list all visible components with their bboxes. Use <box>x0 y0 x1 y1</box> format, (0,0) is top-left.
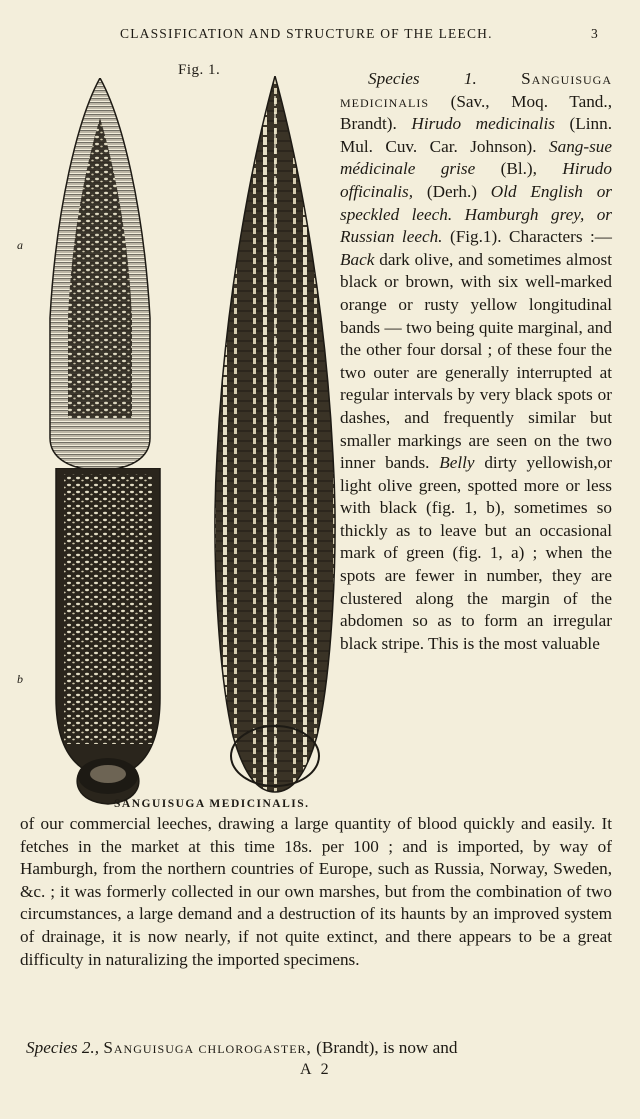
synonym-2-authority: (Bl.), <box>500 159 537 179</box>
signature-mark: A 2 <box>300 1061 332 1078</box>
figure-label: Fig. 1. <box>178 62 221 78</box>
running-head-title: CLASSIFICATION AND STRUCTURE OF THE LEECH. <box>120 26 493 41</box>
species-2-heading: Species 2., <box>26 1038 100 1057</box>
figure-1 <box>0 58 340 818</box>
figure-key-b: b <box>17 672 23 686</box>
belly-label: Belly <box>439 453 475 473</box>
figure-reference: (Fig.1). <box>449 227 502 247</box>
figure-key-a: a <box>17 238 23 252</box>
species-1-paragraph <box>340 68 612 655</box>
species-2-species: chlorogaster, <box>198 1038 312 1057</box>
synonym-1-authority: (Linn. Mul. Cuv. Car. Johnson). <box>340 114 613 156</box>
synonym-1-name: Hirudo medicinalis <box>411 114 555 134</box>
back-label: Back <box>340 249 375 269</box>
species-1-authorities: (Sav., Moq. Tand., Brandt). <box>340 91 612 134</box>
species-1-heading: Species 1. <box>368 69 477 88</box>
species-2-tail: (Brandt), is now and <box>316 1038 458 1057</box>
species-1-continuation: of our commercial leeches, drawing a large quantity of blood quickly and easily. It fetches in the market at this time 18s. per 100 ; and is imported, by way of Hamburgh, from the northern countries of Europe, such as Russia, Norway, Sweden, &c. ; it was formerly collected in our own marshes, but from the combination of two circumstances, a large demand and a destruction of its haunts by an improved system of drainage, it is now nearly, if not quite extinct, and there appears to be a great difficulty in naturalizing the imported specimens. <box>20 814 612 969</box>
leech-illustration-a <box>40 78 160 473</box>
full-width-text <box>20 813 612 971</box>
species-1-species: medicinalis <box>340 91 429 111</box>
characters-intro: Characters :— <box>509 227 612 247</box>
back-description: dark olive, and sometimes almost black or brown, with six well-marked orange or rusty yellow longitudinal bands — two being quite marginal, and the other four dorsal ; of these four the two outer are generally interrupted at regular intervals by very black spots or dashes, and frequently similar but smaller markings are seen on the two inner bands. <box>340 249 612 473</box>
leech-illustration-back <box>205 76 345 796</box>
synonym-3-name: Hirudo officinalis, <box>340 159 612 201</box>
belly-description: dirty yellowish,or light olive green, spotted more or less with black (fig. 1, b), sometimes so thickly as to leave but an occasional mark of green (fig. 1, a) ; when the spots are fewer in number, they are clustered along the margin of the abdomen so as to form an irregular black stripe. This is the most valuable <box>340 453 613 653</box>
species-1-column <box>340 68 612 655</box>
species-2-line <box>26 1038 612 1058</box>
figure-caption: SANGUISUGA MEDICINALIS. <box>114 798 310 810</box>
species-2-genus: Sanguisuga <box>103 1038 195 1057</box>
page-number: 3 <box>591 26 599 41</box>
species-1-genus: Sanguisuga <box>521 69 612 88</box>
common-names: Old English or speckled leech. Hamburgh grey, or Russian leech. <box>340 181 612 247</box>
leech-illustration-b <box>48 468 168 808</box>
synonym-3-authority: (Derh.) <box>426 181 477 201</box>
synonym-2-name: Sang-sue médicinale grise <box>340 136 613 179</box>
